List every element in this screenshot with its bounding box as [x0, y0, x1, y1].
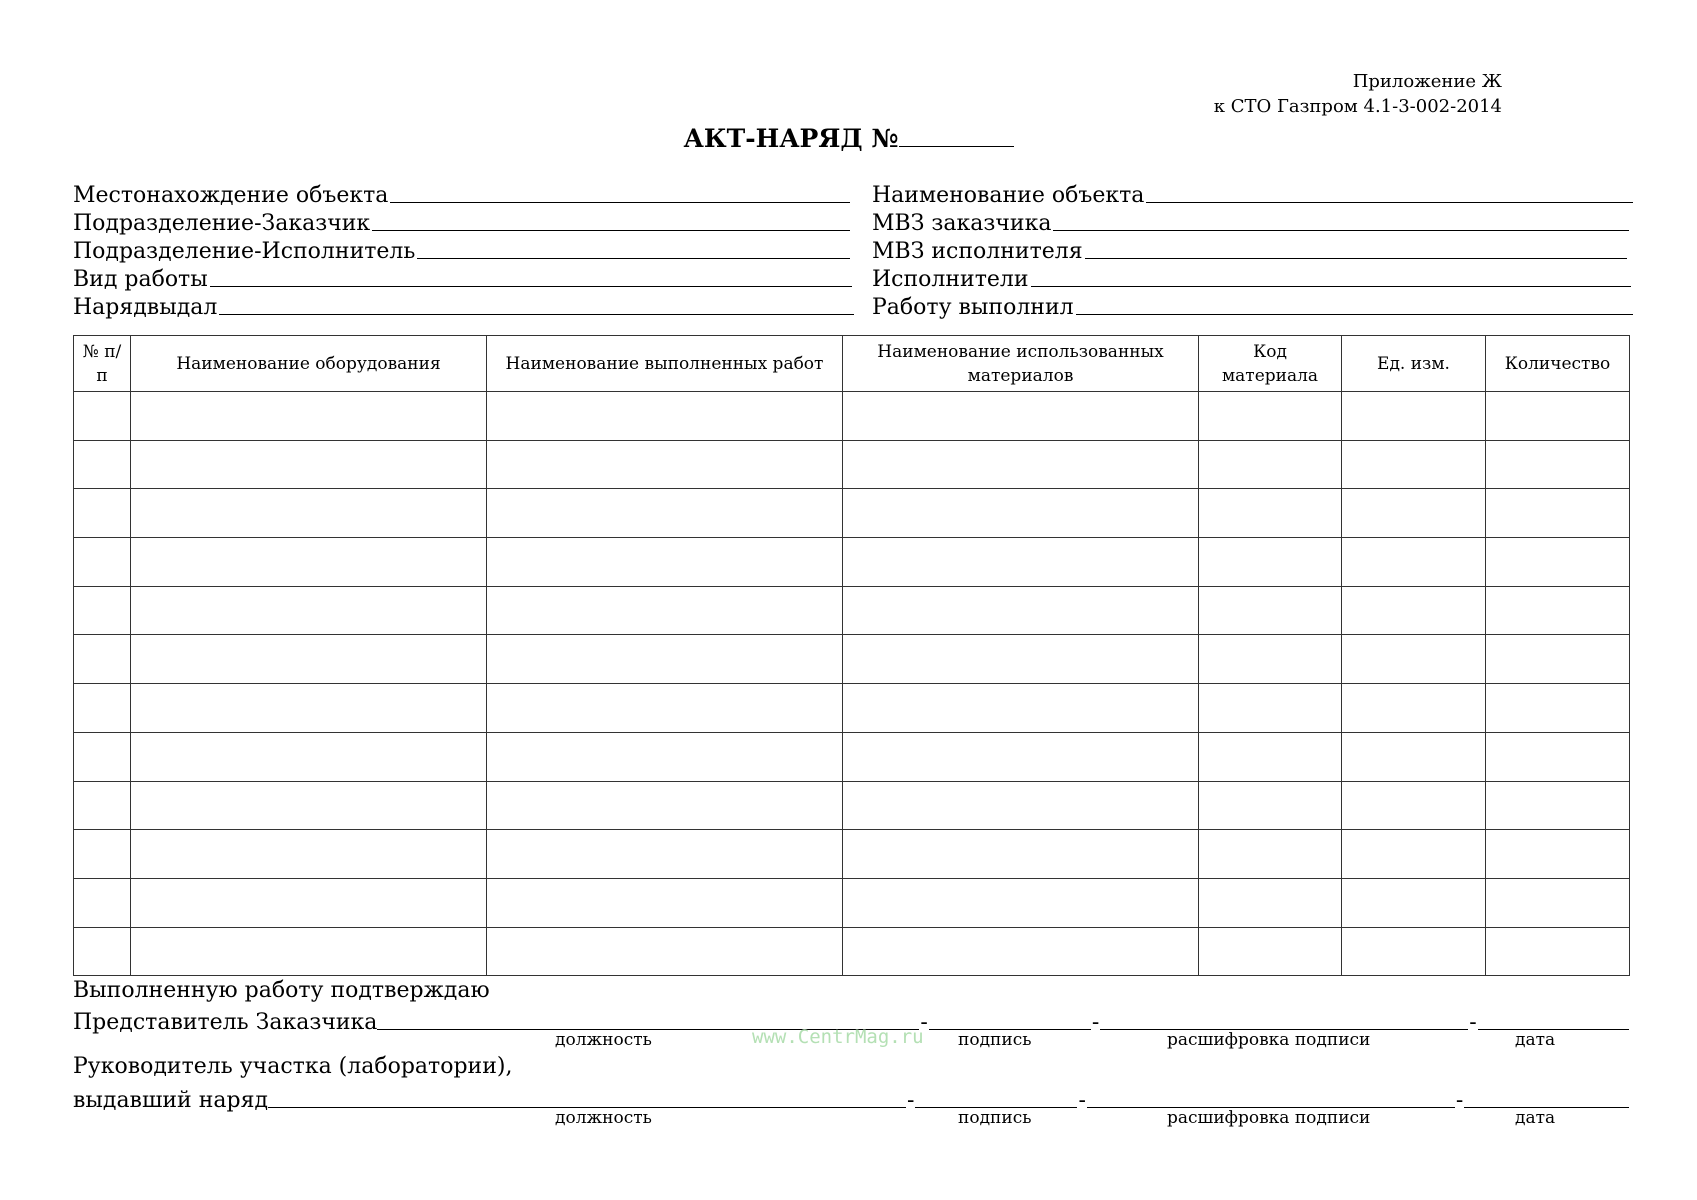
column-header-works: Наименование выполненных работ	[487, 336, 843, 392]
table-cell[interactable]	[74, 586, 131, 635]
table-cell[interactable]	[1486, 878, 1630, 927]
appendix-label: Приложение Ж	[1352, 71, 1502, 92]
table-cell[interactable]	[131, 586, 487, 635]
table-row	[74, 830, 1630, 879]
field-executor-division[interactable]	[73, 236, 850, 264]
table-cell[interactable]	[1342, 781, 1486, 830]
table-cell[interactable]	[1486, 440, 1630, 489]
field-line[interactable]	[210, 286, 852, 287]
caption-date: дата	[1515, 1030, 1556, 1050]
act-number-field[interactable]	[899, 124, 1014, 147]
table-row	[74, 489, 1630, 538]
table-cell[interactable]	[131, 489, 487, 538]
field-label: Нарядвыдал	[73, 295, 218, 320]
column-header-equipment: Наименование оборудования	[131, 336, 487, 392]
table-cell[interactable]	[1199, 732, 1342, 781]
caption-position: должность	[555, 1030, 652, 1050]
table-cell[interactable]	[131, 538, 487, 587]
table-row	[74, 732, 1630, 781]
table-cell[interactable]	[1199, 684, 1342, 733]
field-label: Исполнители	[872, 267, 1029, 292]
table-cell[interactable]	[74, 732, 131, 781]
table-cell[interactable]	[1486, 538, 1630, 587]
table-cell[interactable]	[1342, 392, 1486, 441]
table-cell[interactable]	[1486, 489, 1630, 538]
table-cell[interactable]	[131, 684, 487, 733]
table-cell[interactable]	[487, 489, 843, 538]
table-cell[interactable]	[487, 440, 843, 489]
table-cell[interactable]	[843, 684, 1199, 733]
field-order-issued-by[interactable]	[73, 292, 854, 320]
table-cell[interactable]	[74, 392, 131, 441]
table-cell[interactable]	[1486, 927, 1630, 976]
table-cell[interactable]	[74, 684, 131, 733]
caption-position: должность	[555, 1108, 652, 1128]
table-cell[interactable]	[1199, 586, 1342, 635]
table-cell[interactable]	[843, 440, 1199, 489]
table-cell[interactable]	[487, 830, 843, 879]
field-line[interactable]	[1146, 202, 1633, 203]
site-head-signature-row	[73, 1085, 1629, 1113]
table-header-row	[74, 336, 1630, 392]
table-cell[interactable]	[1199, 440, 1342, 489]
field-line[interactable]	[390, 202, 850, 203]
table-cell[interactable]	[74, 440, 131, 489]
field-label: Вид работы	[73, 267, 208, 292]
field-label: Работу выполнил	[872, 295, 1074, 320]
column-header-unit: Ед. изм.	[1342, 336, 1486, 392]
table-cell[interactable]	[1342, 635, 1486, 684]
table-cell[interactable]	[1199, 489, 1342, 538]
table-cell[interactable]	[131, 781, 487, 830]
field-label: Подразделение-Исполнитель	[73, 239, 416, 264]
table-cell[interactable]	[843, 830, 1199, 879]
separator-dash: -	[1091, 1010, 1100, 1035]
field-label: Подразделение-Заказчик	[73, 211, 371, 236]
table-cell[interactable]	[1486, 635, 1630, 684]
table-cell[interactable]	[1342, 684, 1486, 733]
table-row	[74, 440, 1630, 489]
table-cell[interactable]	[487, 586, 843, 635]
table-cell[interactable]	[1199, 392, 1342, 441]
table-row	[74, 586, 1630, 635]
table-cell[interactable]	[1199, 927, 1342, 976]
table-cell[interactable]	[74, 489, 131, 538]
caption-signature: подпись	[958, 1108, 1032, 1128]
table-cell[interactable]	[131, 440, 487, 489]
field-work-performed-by[interactable]	[872, 292, 1633, 320]
table-cell[interactable]	[1342, 538, 1486, 587]
separator-dash: -	[1078, 1088, 1086, 1113]
field-line[interactable]	[1031, 286, 1631, 287]
field-object-location[interactable]	[73, 180, 850, 208]
table-cell[interactable]	[1486, 781, 1630, 830]
table-cell[interactable]	[487, 392, 843, 441]
table-row	[74, 878, 1630, 927]
field-label: МВЗ исполнителя	[872, 239, 1083, 264]
field-line[interactable]	[219, 314, 854, 315]
field-line[interactable]	[372, 230, 850, 231]
table-cell[interactable]	[74, 635, 131, 684]
table-cell[interactable]	[131, 830, 487, 879]
table-cell[interactable]	[131, 635, 487, 684]
table-cell[interactable]	[1199, 635, 1342, 684]
table-cell[interactable]	[1486, 392, 1630, 441]
field-label: Местонахождение объекта	[73, 183, 389, 208]
table-cell[interactable]	[1486, 830, 1630, 879]
table-cell[interactable]	[843, 732, 1199, 781]
field-label: Наименование объекта	[872, 183, 1145, 208]
table-cell[interactable]	[1342, 586, 1486, 635]
issued-order-label: выдавший наряд	[73, 1088, 269, 1113]
field-executors[interactable]	[872, 264, 1631, 292]
work-table	[73, 335, 1630, 976]
column-header-quantity: Количество	[1486, 336, 1630, 392]
column-header-number: № п/п	[74, 336, 131, 392]
fields-right	[872, 180, 1633, 320]
table-cell[interactable]	[1199, 878, 1342, 927]
table-cell[interactable]	[487, 781, 843, 830]
table-cell[interactable]	[487, 927, 843, 976]
table-cell[interactable]	[487, 732, 843, 781]
table-cell[interactable]	[1486, 732, 1630, 781]
table-cell[interactable]	[487, 538, 843, 587]
table-cell[interactable]	[1199, 538, 1342, 587]
confirm-text: Выполненную работу подтверждаю	[73, 978, 490, 1003]
table-cell[interactable]	[1342, 830, 1486, 879]
watermark-text: www.CentrMag.ru	[752, 1026, 924, 1048]
field-line[interactable]	[1053, 230, 1629, 231]
table-row	[74, 781, 1630, 830]
table-cell[interactable]	[131, 732, 487, 781]
table-cell[interactable]	[843, 392, 1199, 441]
table-cell[interactable]	[1199, 781, 1342, 830]
separator-dash: -	[1469, 1010, 1477, 1035]
table-cell[interactable]	[1342, 927, 1486, 976]
table-cell[interactable]	[843, 878, 1199, 927]
table-cell[interactable]	[843, 927, 1199, 976]
field-object-name[interactable]	[872, 180, 1633, 208]
table-cell[interactable]	[74, 538, 131, 587]
field-executor-cost-center[interactable]	[872, 236, 1627, 264]
table-cell[interactable]	[1199, 830, 1342, 879]
separator-dash: -	[907, 1088, 915, 1113]
field-customer-cost-center[interactable]	[872, 208, 1629, 236]
table-cell[interactable]	[1342, 732, 1486, 781]
caption-decoding: расшифровка подписи	[1167, 1030, 1371, 1050]
table-row	[74, 538, 1630, 587]
title-text: АКТ-НАРЯД №	[683, 124, 899, 153]
field-work-type[interactable]	[73, 264, 852, 292]
table-row	[74, 927, 1630, 976]
field-line[interactable]	[417, 258, 850, 259]
site-head-label: Руководитель участка (лаборатории),	[73, 1054, 513, 1079]
table-cell[interactable]	[843, 781, 1199, 830]
table-cell[interactable]	[74, 830, 131, 879]
table-cell[interactable]	[487, 684, 843, 733]
table-cell[interactable]	[843, 586, 1199, 635]
separator-dash: -	[920, 1010, 928, 1035]
table-cell[interactable]	[131, 878, 487, 927]
field-customer-division[interactable]	[73, 208, 850, 236]
caption-signature: подпись	[958, 1030, 1032, 1050]
field-line[interactable]	[1076, 314, 1633, 315]
column-header-materials: Наименование использованных материалов	[843, 336, 1199, 392]
table-cell[interactable]	[843, 538, 1199, 587]
table-cell[interactable]	[487, 878, 843, 927]
column-header-material-code: Код материала	[1199, 336, 1342, 392]
caption-decoding: расшифровка подписи	[1167, 1108, 1371, 1128]
table-cell[interactable]	[1342, 489, 1486, 538]
table-cell[interactable]	[1342, 878, 1486, 927]
table-cell[interactable]	[1342, 440, 1486, 489]
field-label: МВЗ заказчика	[872, 211, 1052, 236]
table-cell[interactable]	[74, 781, 131, 830]
table-cell[interactable]	[843, 635, 1199, 684]
fields-left	[73, 180, 850, 320]
table-cell[interactable]	[1486, 586, 1630, 635]
table-row	[74, 684, 1630, 733]
table-cell[interactable]	[74, 878, 131, 927]
table-cell[interactable]	[131, 392, 487, 441]
separator-dash: -	[1455, 1088, 1464, 1113]
table-row	[74, 635, 1630, 684]
field-line[interactable]	[1085, 258, 1627, 259]
customer-rep-label: Представитель Заказчика	[73, 1010, 378, 1035]
table-cell[interactable]	[843, 489, 1199, 538]
table-cell[interactable]	[487, 635, 843, 684]
standard-reference: к СТО Газпром 4.1-3-002-2014	[1213, 96, 1502, 117]
table-cell[interactable]	[131, 927, 487, 976]
table-cell[interactable]	[74, 927, 131, 976]
caption-date: дата	[1515, 1108, 1556, 1128]
table-cell[interactable]	[1486, 684, 1630, 733]
document-title	[0, 124, 1697, 153]
table-body	[74, 392, 1630, 976]
table-row	[74, 392, 1630, 441]
